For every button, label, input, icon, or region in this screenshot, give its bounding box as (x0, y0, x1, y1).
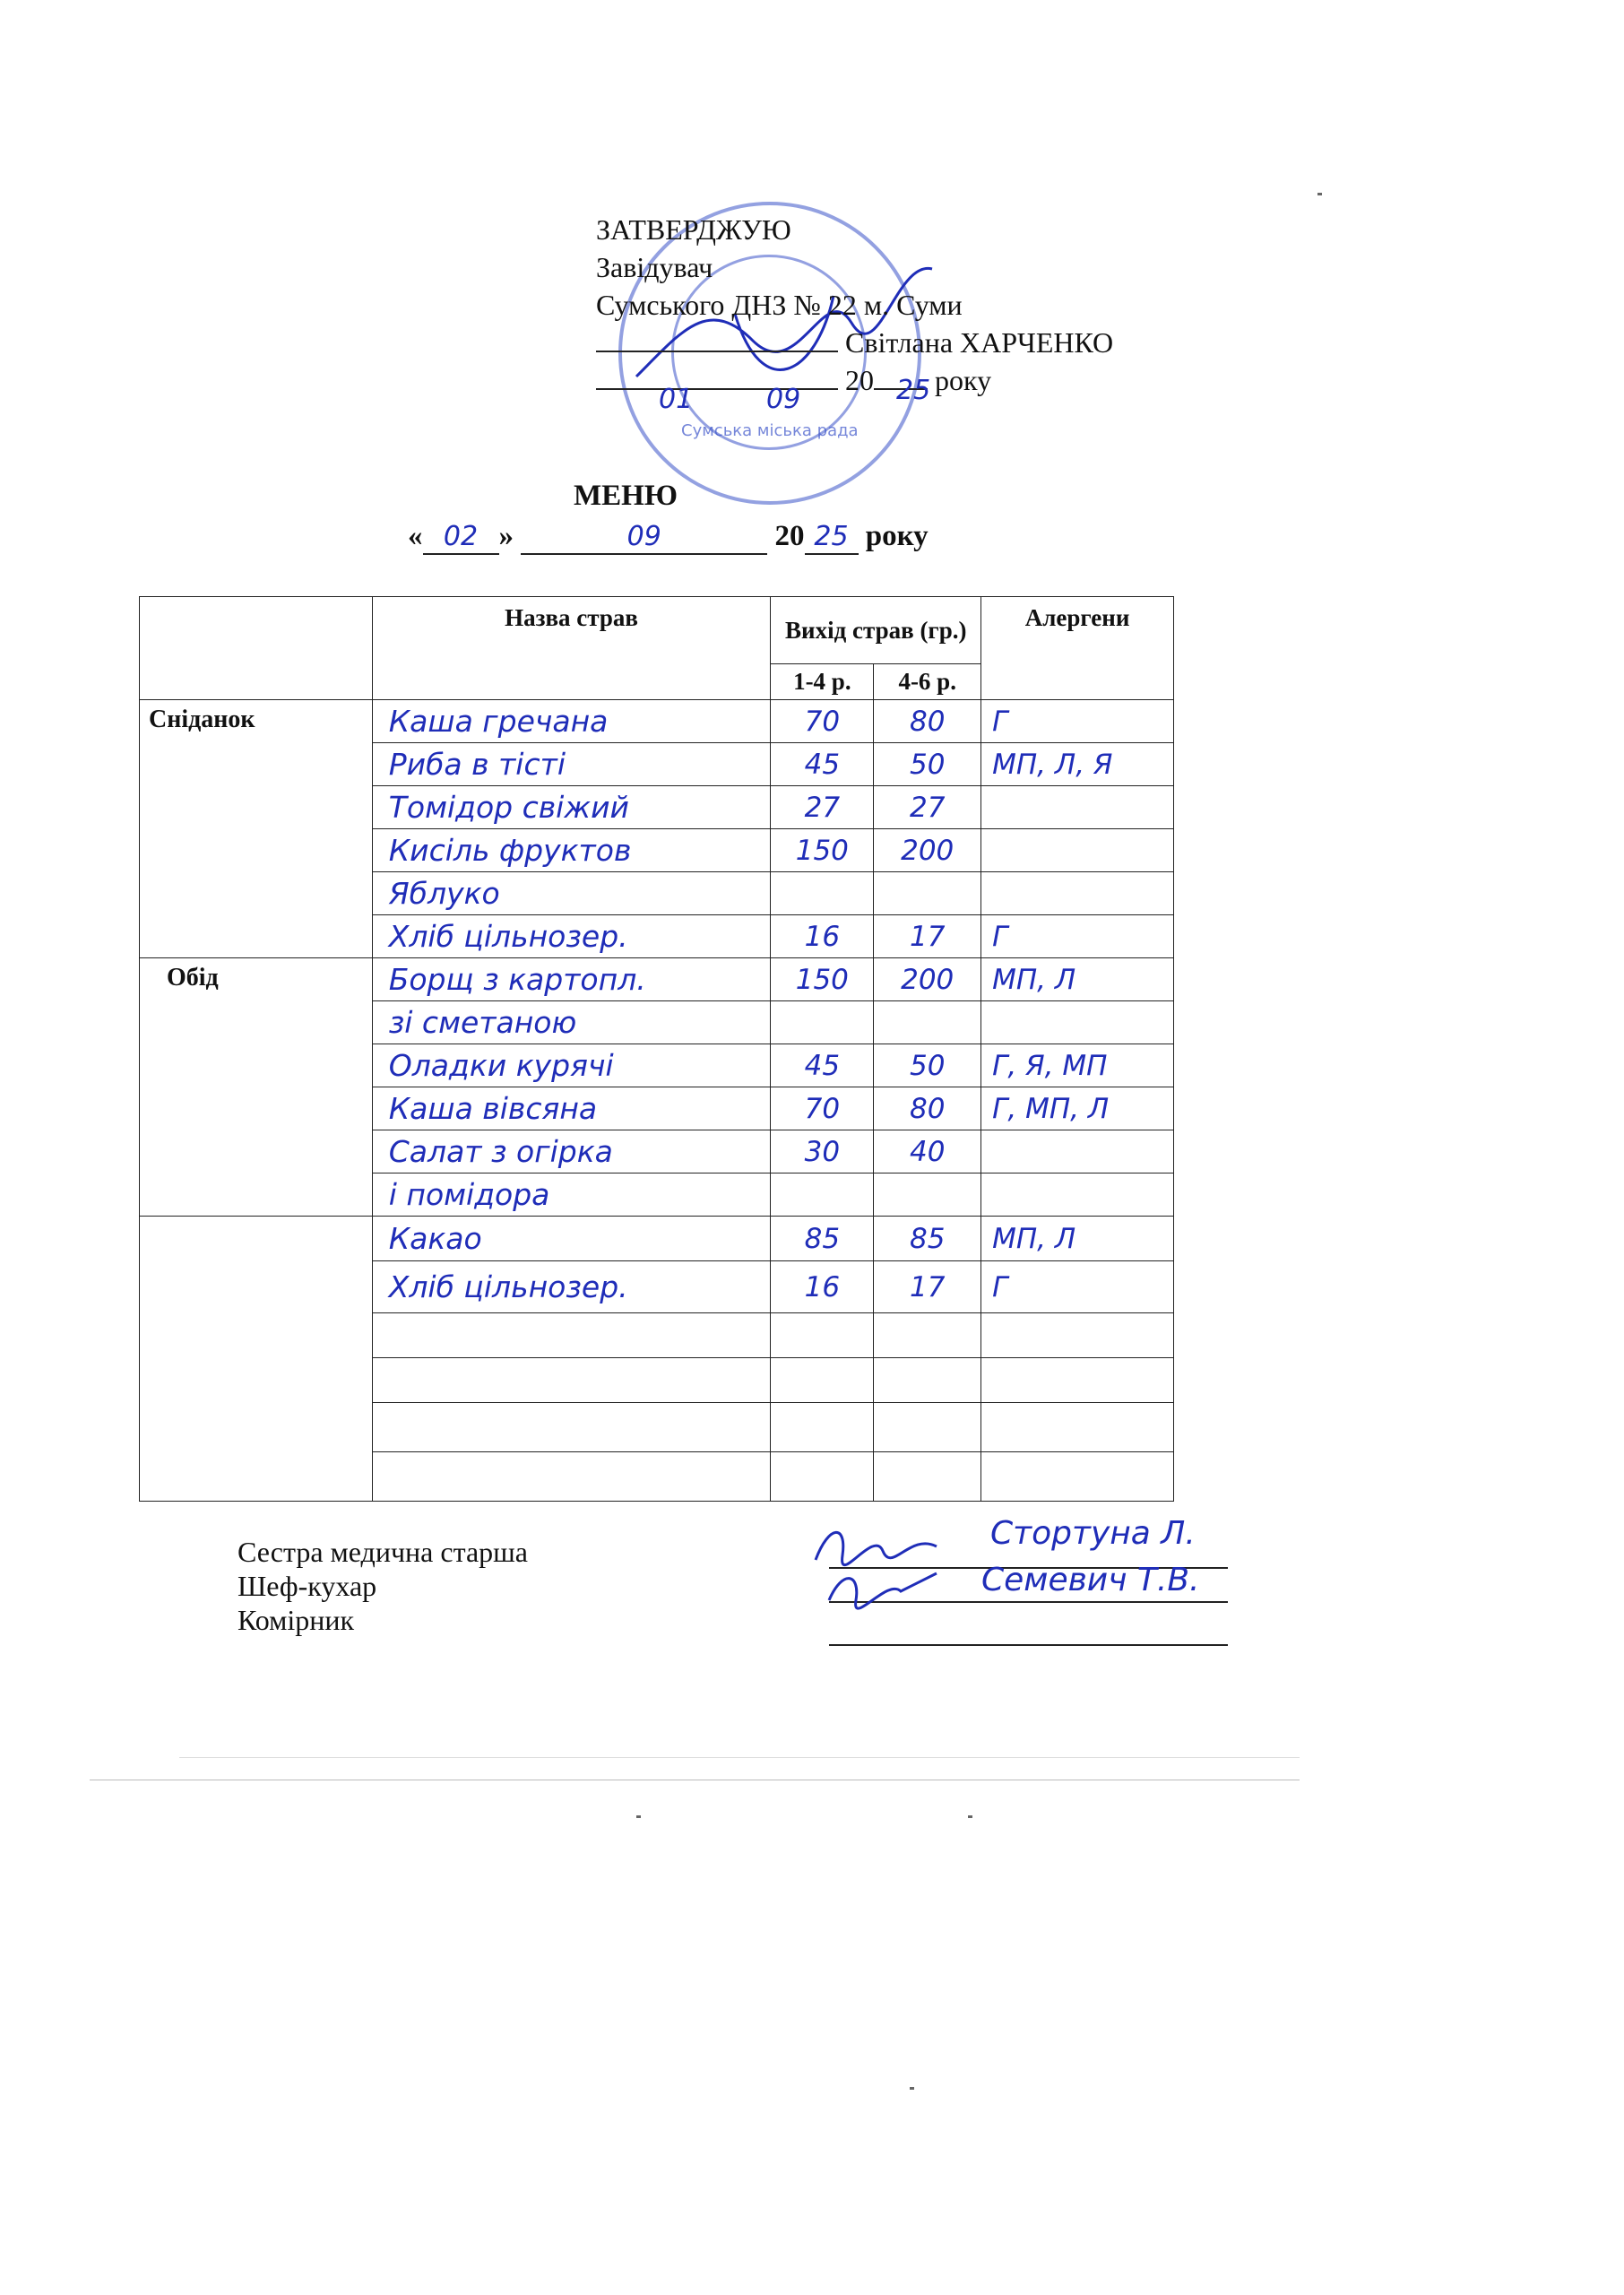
menu-year: 25 (814, 521, 849, 552)
header-output: Вихід страв (гр.) (771, 597, 981, 664)
approval-title: ЗАТВЕРДЖУЮ (596, 213, 791, 246)
dish-cell: Какао (372, 1217, 771, 1261)
allergens-cell (981, 1173, 1174, 1217)
approval-name: Світлана ХАРЧЕНКО (845, 326, 1114, 359)
storekeeper-signature-line (829, 1644, 1228, 1646)
approval-month: 09 (766, 384, 801, 415)
approval-year: 25 (896, 375, 931, 406)
portion-1-4 (771, 1452, 874, 1502)
portion-1-4: 30 (771, 1130, 874, 1173)
portion-4-6: 85 (874, 1217, 981, 1261)
dish-cell: і помідора (372, 1173, 771, 1217)
portion-1-4 (771, 872, 874, 915)
allergens-cell (981, 872, 1174, 915)
dish-cell: Салат з огірка (372, 1130, 771, 1173)
portion-4-6: 50 (874, 743, 981, 786)
header-dish-name: Назва страв (372, 597, 771, 700)
meal-breakfast: Сніданок (140, 700, 373, 958)
dish-cell: Яблуко (372, 872, 771, 915)
portion-4-6: 200 (874, 958, 981, 1001)
approval-year-prefix: 20 (845, 364, 874, 396)
portion-1-4: 16 (771, 1261, 874, 1313)
allergens-cell: МП, Л (981, 1217, 1174, 1261)
portion-4-6: 40 (874, 1130, 981, 1173)
meal-lunch: Обід (140, 958, 373, 1217)
allergens-cell: Г, Я, МП (981, 1044, 1174, 1087)
portion-1-4: 45 (771, 743, 874, 786)
allergens-cell: Г (981, 915, 1174, 958)
portion-1-4 (771, 1403, 874, 1452)
storekeeper-label: Комірник (238, 1604, 355, 1636)
allergens-cell (981, 1358, 1174, 1403)
dish-cell (372, 1358, 771, 1403)
portion-1-4: 16 (771, 915, 874, 958)
allergens-cell (981, 1130, 1174, 1173)
portion-1-4 (771, 1173, 874, 1217)
portion-4-6 (874, 1001, 981, 1044)
dish-cell: зі сметаною (372, 1001, 771, 1044)
portion-4-6: 200 (874, 829, 981, 872)
approval-year-suffix: року (935, 364, 992, 396)
portion-4-6: 50 (874, 1044, 981, 1087)
menu-table (139, 596, 1174, 1502)
dish-cell (372, 1452, 771, 1502)
allergens-cell: МП, Л (981, 958, 1174, 1001)
approval-block (596, 211, 1113, 399)
portion-4-6 (874, 1452, 981, 1502)
scan-speck (968, 1815, 972, 1818)
approval-name-line (596, 324, 1113, 361)
allergens-cell (981, 1403, 1174, 1452)
menu-date-line: « 02 » 09 20 25 року (408, 520, 929, 555)
dish-cell: Оладки курячі (372, 1044, 771, 1087)
portion-4-6 (874, 872, 981, 915)
allergens-cell: МП, Л, Я (981, 743, 1174, 786)
allergens-cell (981, 1001, 1174, 1044)
dish-cell: Хліб цільнозер. (372, 1261, 771, 1313)
menu-year-prefix: 20 (774, 520, 805, 552)
allergens-cell (981, 829, 1174, 872)
dish-cell (372, 1313, 771, 1358)
header-empty (140, 597, 373, 700)
signatories-block (238, 1535, 528, 1637)
scan-speck (636, 1815, 641, 1818)
allergens-cell: Г, МП, Л (981, 1087, 1174, 1130)
meal-afternoon (140, 1217, 373, 1502)
allergens-cell (981, 1313, 1174, 1358)
portion-1-4: 45 (771, 1044, 874, 1087)
portion-4-6: 17 (874, 915, 981, 958)
menu-year-suffix: року (865, 520, 929, 552)
portion-1-4 (771, 1313, 874, 1358)
scan-speck (1317, 193, 1322, 195)
portion-1-4: 150 (771, 958, 874, 1001)
menu-day: 02 (443, 521, 479, 552)
header-allergens: Алергени (981, 597, 1174, 700)
allergens-cell: Г (981, 700, 1174, 743)
portion-1-4 (771, 1001, 874, 1044)
scan-edge-line (179, 1757, 1300, 1758)
approval-position: Завідувач (596, 251, 713, 283)
menu-title: МЕНЮ (574, 480, 678, 512)
dish-cell: Риба в тісті (372, 743, 771, 786)
header-age-1-4: 1-4 р. (771, 664, 874, 700)
dish-cell: Каша вівсяна (372, 1087, 771, 1130)
portion-4-6 (874, 1313, 981, 1358)
portion-1-4 (771, 1358, 874, 1403)
chef-name: Семевич Т.В. (981, 1562, 1200, 1598)
dish-cell: Хліб цільнозер. (372, 915, 771, 958)
portion-4-6: 80 (874, 700, 981, 743)
portion-4-6: 17 (874, 1261, 981, 1313)
allergens-cell (981, 1452, 1174, 1502)
portion-1-4: 150 (771, 829, 874, 872)
allergens-cell (981, 786, 1174, 829)
portion-4-6 (874, 1173, 981, 1217)
stamp-text: Сумська міська рада (681, 421, 859, 440)
portion-1-4: 70 (771, 700, 874, 743)
portion-1-4: 70 (771, 1087, 874, 1130)
portion-4-6 (874, 1358, 981, 1403)
approval-day: 01 (659, 384, 694, 415)
allergens-cell: Г (981, 1261, 1174, 1313)
dish-cell: Кисіль фруктов (372, 829, 771, 872)
portion-1-4: 85 (771, 1217, 874, 1261)
approval-institution: Сумського ДНЗ № 22 м. Суми (596, 289, 963, 321)
chef-label: Шеф-кухар (238, 1570, 377, 1602)
scan-speck (910, 2087, 914, 2090)
portion-4-6: 27 (874, 786, 981, 829)
header-age-4-6: 4-6 р. (874, 664, 981, 700)
dish-cell: Борщ з картопл. (372, 958, 771, 1001)
nurse-label: Сестра медична старша (238, 1536, 528, 1568)
nurse-name: Стортуна Л. (990, 1515, 1196, 1552)
portion-4-6 (874, 1403, 981, 1452)
chef-signature (820, 1564, 955, 1614)
dish-cell: Томідор свіжий (372, 786, 771, 829)
portion-4-6: 80 (874, 1087, 981, 1130)
dish-cell: Каша гречана (372, 700, 771, 743)
menu-month: 09 (626, 521, 661, 552)
portion-1-4: 27 (771, 786, 874, 829)
dish-cell (372, 1403, 771, 1452)
